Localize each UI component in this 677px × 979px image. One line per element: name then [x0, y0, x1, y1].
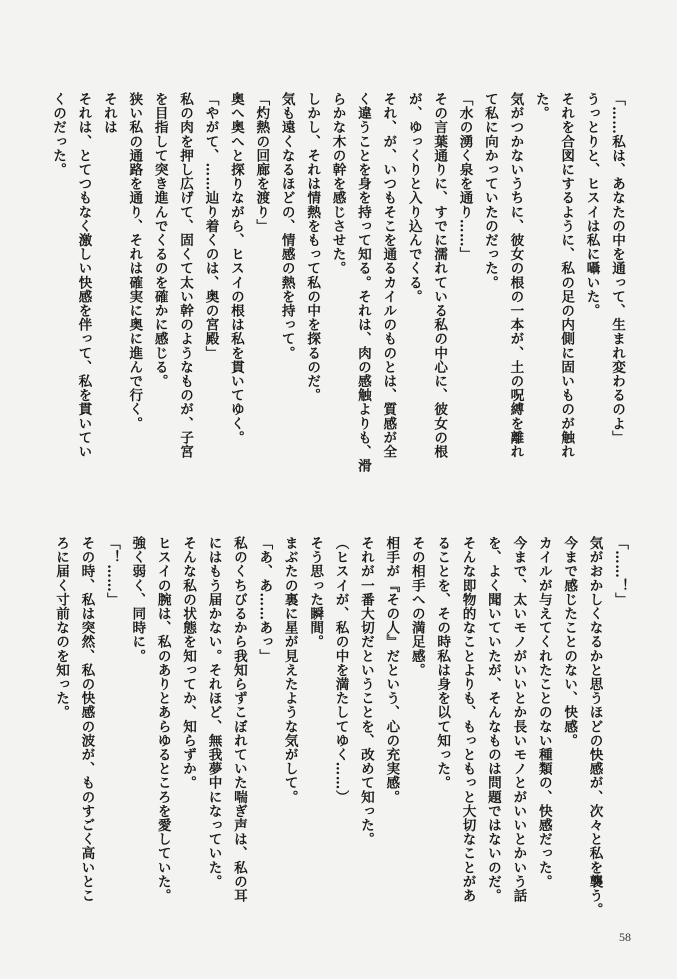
text-line: まぶたの裏に星が見えたような気がして。 — [281, 536, 298, 804]
text-line: 相手が『その人』だという、心の充実感。 — [383, 536, 400, 804]
text-line: カイルが与えてくれたことのない種類の、快感だった。 — [535, 536, 552, 889]
text-line: にはもう届かない。それほど、無我夢中になっていた。 — [205, 536, 222, 889]
text-line: た。 — [532, 92, 549, 121]
text-line: く違うことを身を持って知る。それは、肉の感触よりも、滑 — [354, 92, 371, 473]
text-line: それは、とてつもなく激しい快感を伴って、私を貫いてい — [75, 92, 92, 459]
text-line: そんな私の状態を知ってか、知らずか。 — [180, 536, 197, 790]
text-line: 「……私は、あなたの中を通って、生まれ変わるのよ」 — [609, 92, 625, 445]
text-line: 奥へ奥へと探りながら、ヒスイの根は私を貫いてゆく。 — [227, 92, 244, 445]
text-line: その言葉通りに、すでに濡れている私の中心に、彼女の根 — [431, 92, 448, 459]
text-line: 「灼熱の回廊を渡り」 — [253, 92, 270, 233]
text-line: しかし、それは情熱をもって私の中を探るのだ。 — [304, 92, 321, 403]
text-line: ヒスイの腕は、私のありとあらゆるところを愛していた。 — [154, 536, 171, 903]
text-line: そう思った瞬間。 — [307, 536, 324, 649]
text-line: それは — [100, 92, 117, 135]
text-line: 「……！」 — [612, 536, 628, 607]
text-line: 今まで、太いモノがいいとか長いモノとがいいとかいう話 — [510, 536, 527, 903]
text-line: ろに届く寸前なのを知った。 — [53, 536, 70, 720]
text-line: （ヒスイが、私の中を満たしてゆく……） — [332, 536, 349, 804]
text-line: それ、が、いつもそこを通るカイルのものとは、質感が全 — [380, 92, 397, 459]
text-line: それを合図にするように、私の足の内側に固いものが触れ — [558, 92, 575, 459]
text-line: 気がつかないうちに、彼女の根の一本が、土の呪縛を離れ — [507, 92, 524, 459]
text-line: を目指して突き進んでくるのを確かに感じる。 — [151, 92, 168, 389]
text-line: 「水の湧く泉を通り……」 — [456, 92, 473, 262]
text-block-top — [45, 92, 629, 512]
text-line: ることを、その時私は身を以て知った。 — [434, 536, 451, 790]
text-line: を、よく聞いていたが、そんなものは問題ではないのだ。 — [484, 536, 501, 903]
text-line: 「！……」 — [103, 536, 120, 607]
text-line: 私の肉を押し広げて、固くて太い幹のようなものが、子宮 — [177, 92, 194, 459]
text-line: て私に向かっていたのだった。 — [481, 92, 498, 290]
text-line: うっとりと、ヒスイは私に囁いた。 — [583, 92, 600, 318]
text-line: 強く弱く、同時に。 — [129, 536, 146, 663]
text-line: 「あ、あ……あっ」 — [256, 536, 273, 663]
text-line: 今まで感じたことのない、快感。 — [561, 536, 578, 748]
text-line: くのだった。 — [50, 92, 67, 177]
text-line: 狭い私の通路を通り、それは確実に奥に進んで行く。 — [126, 92, 143, 431]
text-line: 「やがて、……辿り着くのは、奥の宮殿」 — [202, 92, 219, 360]
text-line: 私のくちびるから我知らずこぼれていた喘ぎ声は、私の耳 — [230, 536, 247, 903]
text-line: らかな木の幹を感じさせた。 — [329, 92, 346, 276]
text-line: そんな即物的なことよりも、もっともっと大切なことがあ — [459, 536, 476, 903]
text-line: が、ゆっくりと入り込んでくる。 — [405, 92, 422, 304]
text-line: その時、私は突然、私の快感の波が、ものすごく高いとこ — [78, 536, 95, 903]
text-line: その相手への満足感。 — [408, 536, 425, 677]
text-block-bottom — [48, 536, 632, 936]
page-number: 58 — [619, 930, 631, 944]
text-line: 気がおかしくなるかと思うほどの快感が、次々と私を襲う。 — [586, 536, 603, 917]
text-line: それが一番大切だということを、改めて知った。 — [357, 536, 374, 847]
text-line: 気も遠くなるほどの、情感の熱を持って。 — [278, 92, 295, 360]
